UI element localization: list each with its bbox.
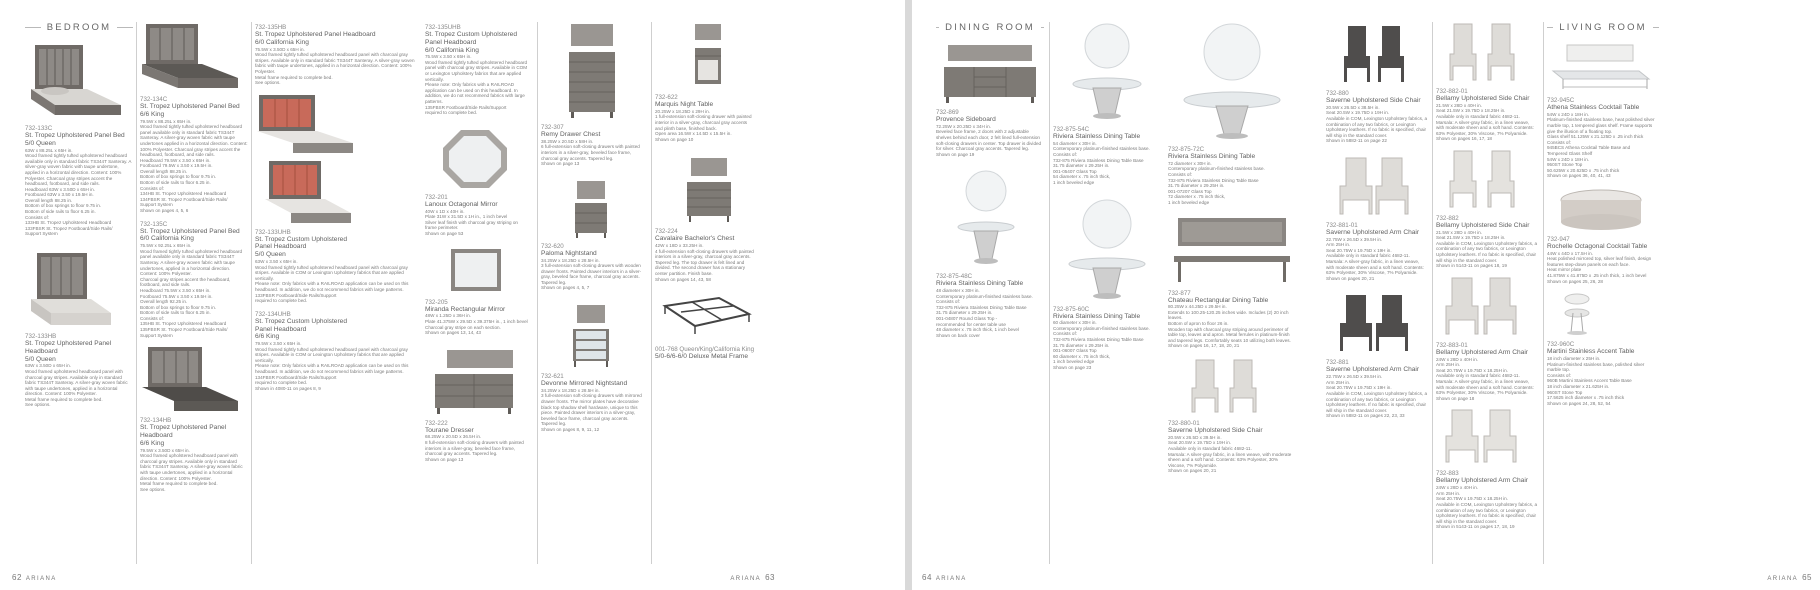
product-sku: 732-622 [655,94,678,101]
folio-brand: ARIANA [935,576,967,582]
product-sku: 732-205 [425,298,448,306]
product-732-875-60c [1053,198,1161,371]
product-name: Miranda Rectangular Mirror [425,305,506,313]
product-description: 60 diameter x 30H in. Contemporary platinum-finished stainless base. Consists of: 732-875 Riviera Stainless Dining Table Base 31.75 diameter x 29.25H in. 001-06007 Glass Top 60 diameter x .75 inch thick, 1 inch beveled edge Shown on page 23 [1053,320,1150,371]
product-732-307 [541,22,646,167]
product-name: Bellamy Upholstered Arm Chair [1436,348,1528,356]
product-sku: 732-135HB [255,24,287,31]
product-description: 72.25W x 20.25D x 34H in. Beveled face frame, 2 doors with 2 adjustable shelves behind each door, 2 felt lined full-extension soft-closing drawers in center. Top drawer is divided for silver. Charcoal gray accents. Tapered leg. Shown on page 19 [936,123,1042,157]
product-sku: 732-869 [936,109,959,116]
product-description: 22.75W x 26.5D x 39.5H in. Arm 25H in. Seat 20.75W x 19.75D x 19H in. Available in COM, Lexington Upholstery fabrics, a combination of any two fabrics, or Lexington Upholstery leathers. If no fabric is specified, chair will ship in the standard cover. Shown in 5882-11 on pages 22, 23, 33 [1326,374,1428,419]
section-header-dining [936,22,1044,33]
product-name: St. Tropez Upholstered Panel Headboard 6/0 California King [255,31,376,46]
product-sku: 732-620 [541,242,564,250]
product-description: 48W x 1.25D x 36H in. Plate 41.375W x 29.5D x 39.375H in., 1 inch bevel Charcoal gray stripe on each section. Shown on pages 13, 14, 43 [425,313,528,336]
section-title: BEDROOM [46,22,112,33]
product-name: St. Tropez Upholstered Panel Headboard 6/6 King [140,424,227,447]
cocktail-table-image [1547,43,1655,93]
product-732-880-01 [1168,356,1296,474]
column-divider [651,22,652,564]
page-number: 63 [765,573,775,582]
product-sku: 732-875-54C [1053,126,1090,133]
product-732-882-01 [1436,22,1538,142]
product-name: St. Tropez Custom Upholstered Panel Headboard 5/0 Queen [255,235,347,259]
product-name: Riviera Stainless Dining Table [936,280,1024,288]
dining-column-5 [1436,22,1538,568]
product-732-883-01 [1436,276,1538,402]
product-732-869 [936,43,1044,157]
product-description: 34.25W x 18.25D x 28.5H in. 3 full-extension soft-closing drawers with wooden drawer fronts. Painted drawer interiors in a silver-gray, beveled face frame, charcoal gray accents. Tapered leg. Shown on pages 4, 5, 7 [541,257,642,291]
product-name: St. Tropez Upholstered Panel Bed 5/0 Queen [25,132,125,147]
drawer-chest-image [541,22,641,120]
product-sku: 732-133HB [25,333,57,341]
product-732-135uhb [425,24,530,116]
dining-column-2 [1053,22,1161,568]
product-sku: 732-134HB [140,417,172,425]
product-732-621 [541,303,646,433]
living-column [1547,22,1659,568]
product-sku: 732-875-48C [936,273,973,281]
product-description: 21.5W x 28D x 40H in. Seat 21.5W x 19.75D x 18.25H in. Available only in standard fabric 4682-11. Marsala: A silver-gray fabric, in a linen weave, with moderate sheen and a soft hand. Contents: 63% Polyester, 30% Viscose, 7% Polyamide. Shown on pages 16, 17, 18 [1436,102,1534,142]
product-description: 42W x 18D x 33.25H in. 4 full-extension soft-closing drawers with painted interiors in a silver-gray, charcoal gray accents. Tapered leg. The top drawer is felt lined and divided. The second drawer has a stationary center partition. Finish base. Shown on pages 14, 43, 58 [655,243,754,282]
side-chairs-image [1436,149,1536,211]
column-divider [537,22,538,564]
product-description: 75.5W x 92.25L x 65H in. Wood framed tightly tufted upholstered headboard panel available only in standard fabric TS344T Santeray. A silver-gray woven fabric with taupe undertones, applied in a horizontal direction. Content: 100% Polyester. Charcoal gray stripes accent the headboard, footboard, and side rails. Headboard 75.5W x 3.50 x 65H in. Footboard 75.5W x 3.50 x 19.5H in. Overall length 92.25 in. Bottom of box springs to floor 9.75 in. Bottom of side rails to floor 6.25 in. Consists of: 135HB St. Tropez Upholstered Headboard 135FBSR St. Tropez Footboard/Side Rails/ Support System [140,243,243,338]
dresser-image [425,346,525,416]
bedroom-column-4 [425,22,530,568]
product-sku: 732-621 [541,373,564,381]
product-732-224 [655,156,755,282]
product-sku: 732-960C [1547,341,1575,349]
column-divider [136,22,137,564]
product-sku: 732-224 [655,228,678,236]
product-732-133uhb [255,229,415,304]
product-sku: 732-882 [1436,214,1459,222]
bachelors-chest-image [655,156,755,224]
product-sku: 732-135UHB [425,24,461,31]
product-name: Athena Stainless Cocktail Table [1547,104,1640,111]
product-name: St. Tropez Custom Upholstered Panel Headboard 6/0 California King [425,31,517,54]
product-description: 44W x 44D x 17.5H in. Heat polished mirrored top, silver leaf finish, design features step-down panels on each face. Heat mirror plate 41.875W x 41.875D x .25 inch thick, 1 inch bevel Shown on pages 25, 26, 28 [1547,250,1652,284]
section-header-bedroom [25,22,133,33]
bedroom-column-2 [140,22,248,568]
product-name: Lanoux Octagonal Mirror [425,200,498,208]
folio-brand: ARIANA [25,576,57,582]
product-description: 79.5W x 88.25L x 65H in. Wood framed tightly tufted upholstered headboard panel available only in standard fabric TS344T Santeray. A silver-gray woven fabric with taupe undertones applied in a horizontal direction. Content: 100% Polyester. Charcoal gray stripes accent the headboard, footboard, and side rails. Headboard 79.5W x 3.50 x 65H in. Footboard 79.5W x 3.50 x 19.5H in. Overall length 88.25 in. Bottom of box springs to floor 9.75 in. Bottom of side rails to floor 6.25 in. Consists of: 134HB St. Tropez Upholstered Headboard 134FBSR St. Tropez Footboard/Side Rails/ Support System Shown on pages 4, 5, 6 [140,118,248,214]
product-sku: 732-133UHB [255,228,291,236]
product-sku: 732-882-01 [1436,88,1468,95]
octagonal-cocktail-table-image [1547,186,1655,232]
product-name: Rochelle Octagonal Cocktail Table [1547,242,1648,250]
upholstered-headboard-king-image [140,345,240,413]
product-sku: 732-201 [425,193,448,201]
product-732-882 [1436,149,1538,269]
product-description: 20.25W x 18.25D x 29H in. 1 full-extension soft-closing drawer with painted interior in a silver-gray, charcoal gray accents and plinth base, finished back. Open area 16.5W x 14.5D x 15.5H in. Shown on page 10 [655,108,752,142]
product-name: Bellamy Upholstered Side Chair [1436,95,1530,102]
rectangular-dining-table-image [1168,216,1296,286]
product-732-960c [1547,291,1659,406]
product-description: 24W x 28D x 40H in. Arm 25H in. Seat 20.75W x 19.75D x 18.25H in. Available only in standard fabric 4682-11. Marsala: A silver-gray fabric, in a linen weave, with moderate sheen and a soft hand. Contents: 63% Polyester, 30% Viscose, 7% Polyamide. Shown on page 18 [1436,356,1534,401]
arm-chairs-image [1436,276,1536,338]
column-divider [1432,22,1433,564]
page-folio-65 [1763,573,1812,582]
product-description: 40W x 1D x 40H in. Plate 31W x 31.5D x 1H in., 1 inch bevel Silver leaf finish with charcoal gray striping on frame perimeter. Shown on page 53 [425,208,518,236]
product-name: St. Tropez Upholstered Panel Bed 6/6 King [140,103,240,118]
product-732-620 [541,179,646,291]
product-sku: 732-945C [1547,97,1575,104]
dining-column-4 [1326,22,1428,568]
product-sku: 732-883-01 [1436,341,1468,349]
product-description: 21.5W x 28D x 40H in. Seat 21.5W x 19.75D x 18.25H in. Available in COM, Lexington Upholstery fabrics, a combination of any two fabrics, or Lexington Upholstery leathers. If no fabric is specified, chair will ship in the standard cover. Shown in 5143-11 on pages 18, 19 [1436,229,1538,269]
page-folio-64 [922,573,971,582]
right-page [912,0,1820,590]
side-chairs-image [1168,356,1296,416]
section-title: DINING ROOM [945,22,1035,33]
product-name: Riviera Stainless Dining Table [1053,312,1141,320]
product-description: 54 diameter x 30H in. Contemporary platinum-finished stainless base. Consists of: 732-875 Riviera Stainless Dining Table Base 31.75 diameter x 29.25H in. 001-05407 Glass Top 54 diameter x .75 inch thick, 1 inch beveled edge [1053,140,1150,185]
product-description: 34.25W x 18.25D x 28.5H in. 3 full-extension soft-closing drawers with mirrored drawer fronts. The mirror plates have decorative black top shadow shell hardware, unique to this piece. Painted drawer interiors in a silver-gray, beveled face frame, charcoal gray accents. Tapered leg. Shown on pages 8, 9, 11, 12 [541,387,642,432]
product-sku: 732-135C [140,220,168,228]
product-name: Riviera Stainless Dining Table [1168,153,1256,160]
sideboard-image [936,43,1044,105]
product-732-135hb [255,24,415,86]
product-description: 22.75W x 26.5D x 39.5H in. Arm 25H in. Seat 20.75W x 19.75D x 19H in. Available only in standard fabric 4682-11. Marsala: A silver-gray fabric, in a linen weave, with moderate sheen and a soft hand. Contents: 63% Polyester, 30% Viscose, 7% Polyamide. Shown on pages 20, 21 [1326,236,1424,281]
product-sku: 732-883 [1436,470,1459,478]
page-number: 64 [922,573,932,582]
product-732-205 [425,247,530,336]
product-name: St. Tropez Custom Upholstered Panel Headboard 6/6 King [255,317,347,341]
product-732-875-54c [1053,22,1161,186]
side-chairs-image [1326,22,1426,86]
column-divider [1049,22,1050,564]
product-sku: 732-875-60C [1053,305,1090,313]
product-description: 63W x 88.25L x 65H in. Wood framed tightly tufted upholstered headboard available only in standard fabric TS344T Santeray. A silver-gray woven fabric with taupe undertone, applied in a horizontal direction. Content: 100% Polyester. Charcoal gray stripes accent the headboard, footboard, and side rails. Headboard 63W x 3.50D x 65H in. Footboard 63W x 3.50 x 19.5H in. Overall length 88.25 in. Bottom of box springs to floor 9.75 in. Bottom of side rails to floor 6.25 in. Consists of: 133HB St. Tropez Upholstered Headboard 133FBSR St. Tropez Footboard/Side Rails/ Support System [25,147,132,237]
product-sku: 732-133C [25,125,53,132]
column-divider [251,22,252,564]
page-number: 62 [12,573,22,582]
folio-brand: ARIANA [1767,576,1799,582]
product-description: 75.5W x 3.50D x 65H in. Wood framed tightly tufted upholstered headboard panel with charcoal gray stripes. Available only in standard fabric TS344T Santeray. A silver-gray woven fabric with taupe undertones, applied in a horizontal direction. Content: 100% Polyester. Metal frame required to complete bed. See options. [255,46,415,86]
product-sku: 001-768 Queen/King/California King [655,346,755,354]
product-732-875-72c [1168,22,1296,206]
product-description: 79.5W x 3.50D x 65H in. Wood framed upholstered headboard panel with charcoal gray stripes. Available only in standard fabric TS344T Santeray. A silver-gray woven fabric with taupe undertones, applied in a horizontal direction. Content: 100% Polyester. Metal frame required to complete bed. See options. [140,447,243,492]
product-description: 24W x 28D x 40H in. Arm 25H in. Seat 20.75W x 19.75D x 18.25H in. Available in COM, Lexington Upholstery fabrics, a combination of any two fabrics, or Lexington Upholstery leathers. If no fabric is specified, chair will ship in the standard cover. Shown in 5143-11 on pages 17, 18, 19 [1436,485,1538,530]
product-description: 68.25W x 20.5D x 36.5H in. 8 full-extension soft-closing drawers with painted interiors in a silver-gray, beveled face frame, charcoal gray accents. Tapered leg. Shown on page 13 [425,434,524,462]
product-description: 80.25W x 44.25D x 29.5H in. Extends to 100.25-120.25 inches wide. Includes (2) 20 inch leaves. Bottom of apron to floor 26 in. Wooden top with charcoal gray striping around perimeter of table top, leaves and apron. Metal ferrules in platinum-finish and tapered legs. Comfortably seats 10 utilizing both leaves. Shown on pages 16, 17, 18, 20, 21 [1168,304,1291,349]
product-sku: 732-880-01 [1168,420,1200,428]
product-name: Remy Drawer Chest [541,131,601,138]
product-732-945c [1547,43,1659,179]
product-sku: 732-134C [140,96,168,103]
product-sku: 732-881-01 [1326,221,1358,229]
product-732-881 [1326,291,1428,419]
section-title: LIVING ROOM [1559,22,1647,33]
product-732-622 [655,22,755,142]
product-name: Saverne Upholstered Side Chair [1326,97,1421,104]
arm-chairs-image [1326,154,1426,218]
bedroom-column-5 [541,22,646,568]
product-name: Bellamy Upholstered Arm Chair [1436,477,1528,485]
product-name: Saverne Upholstered Arm Chair [1326,366,1420,374]
product-732-881-01 [1326,154,1428,282]
mirrored-nightstand-image [541,303,641,369]
product-732-880 [1326,22,1428,144]
product-name: Provence Sideboard [936,116,996,123]
upholstered-headboard-image [25,251,115,329]
product-sku: 732-875-72C [1168,146,1205,153]
section-rule [936,27,939,28]
column-divider [1543,22,1544,564]
product-732-947 [1547,186,1659,284]
product-name: Devonne Mirrored Nightstand [541,380,628,388]
product-732-883 [1436,408,1538,530]
product-name: Martini Stainless Accent Table [1547,348,1635,356]
product-732-877 [1168,216,1296,350]
product-name: 5/0-6/6-6/0 Deluxe Metal Frame [655,353,749,361]
nightstand-image [541,179,641,239]
product-sku: 732-134UHB [255,310,291,318]
product-name: St. Tropez Upholstered Panel Headboard 5/0 Queen [25,340,112,363]
product-name: Marquis Night Table [655,101,714,108]
section-rule [117,27,133,28]
product-name: Riviera Stainless Dining Table [1053,133,1141,140]
section-rule [25,27,41,28]
product-name: Paloma Nightstand [541,249,597,257]
metal-bed-frame-image [655,292,755,342]
custom-headboard-coral-bed-image [255,93,355,155]
product-description: 79.5W x 3.50 x 65H in. Wood framed tightly tufted upholstered headboard panel with charcoal gray stripes. Available in COM or Lexington Upholstery fabrics that are applied vertically. Please note: Only fabrics with a RAILROAD application can be used on this headboard. In addition, we do not recommend fabrics with large patterns. 134FBSR Footboard/Side Rails/Support required to complete bed. Shown in 4080-11 on pages 8, 9 [255,341,409,391]
upholstered-panel-bed-image [25,43,125,121]
product-name: Chateau Rectangular Dining Table [1168,296,1269,304]
side-chairs-image [1436,22,1536,84]
round-dining-table-image [936,169,1036,269]
product-732-875-48c [936,169,1044,338]
octagonal-mirror-image [425,128,525,190]
product-description: 48 diameter x 30H in. Contemporary platinum-finished stainless base. Consists of: 732-875 Riviera Stainless Dining Table Base 31.75 diameter x 29.25H in. 001-04807 Round Glass Top - recommended for center table use 48 diameter x .75 inch thick, 1 inch bevel Shown on back cover [936,288,1033,338]
product-732-134uhb [255,311,415,392]
product-name: Tourane Dresser [425,426,474,434]
product-sku: 732-877 [1168,289,1191,297]
product-001-768 [655,292,755,361]
spread-gutter [905,0,912,590]
product-732-135c [140,221,248,339]
product-name: St. Tropez Upholstered Panel Bed 6/0 California King [140,227,240,243]
round-dining-table-image [1053,198,1161,302]
round-dining-table-image [1168,22,1296,142]
dining-column-3 [1168,22,1296,568]
night-table-image [655,22,755,90]
bedroom-column-6 [655,22,755,568]
product-description: 75.5W x 3.50 x 65H in. Wood framed tightly tufted upholstered headboard panel with charcoal gray stripes. Available in COM or Lexington Upholstery fabrics that are applied vertically. Please note: Only fabrics with a RAILROAD application can be used on this headboard. In addition, we do not recommend fabrics with large patterns. 135FBSR Footboard/Side Rails/Support required to complete bed. [425,54,528,116]
arm-chairs-image [1326,291,1426,355]
accent-table-image [1547,291,1655,337]
product-name: Saverne Upholstered Side Chair [1168,427,1263,435]
product-description: 72 diameter x 30H in. Contemporary platinum-finished stainless base. Consists of: 732-875 Riviera Stainless Dining Table Base 31.75 diameter x 29.25H in. 001-07207 Glass Top 72 diameter x .75 inch thick, 1 inch beveled edge [1168,160,1265,205]
product-name: Cavalaire Bachelor's Chest [655,235,735,243]
product-description: 38.25W x 20.5D x 58H in. 6 full-extension soft-closing drawers with painted interiors in a silver-gray, beveled face frame, charcoal gray accents. Tapered leg. Shown on page 13 [541,138,640,167]
folio-brand: ARIANA [730,576,762,582]
product-name: Saverne Upholstered Arm Chair [1326,228,1420,236]
section-rule [1653,27,1659,28]
product-sku: 732-307 [541,124,564,131]
product-sku: 732-881 [1326,359,1349,367]
product-description: 20.5W x 26.5D x 39.5H in. Seat 20.5W x 19.75D x 19H in. Available only in standard fabric 4682-11. Marsala: A silver-gray fabric, in a linen weave, with moderate sheen and a soft hand. Contents: 63% Polyester, 30% Viscose, 7% Polyamide. Shown on pages 20, 21 [1168,434,1292,474]
product-sku: 732-880 [1326,90,1349,97]
bedroom-column-1 [25,22,133,568]
product-description: 63W x 3.50D x 65H in. Wood framed upholstered headboard panel with charcoal gray stripes. Available only in standard fabric TS344T Santeray. A silver-gray woven fabric with taupe undertones, applied in a horizontal direction. Content: 100% Polyester. Metal frame required to complete bed. See options. [25,363,128,408]
rectangular-mirror-image [425,247,525,295]
bedroom-column-3 [255,22,415,568]
product-sku: 732-222 [425,419,448,427]
product-732-222 [425,346,530,463]
left-page [0,0,905,590]
section-rule [1041,27,1044,28]
section-header-living [1547,22,1659,33]
product-description: 63W x 3.50 x 65H in. Wood framed tightly tufted upholstered headboard panel with charcoal gray stripes. Available in COM or Lexington Upholstery fabrics that are applied vertically. Please note: Only fabrics with a RAILROAD application can be used on this headboard. In addition, we do not recommend fabrics with large patterns. 133FBSR Footboard/Side Rails/Support required to complete bed. [255,258,409,304]
custom-headboard-coral-bed-image [255,159,355,225]
page-folio-63 [726,573,775,582]
upholstered-panel-bed-king-image [140,22,240,92]
product-sku: 732-947 [1547,235,1570,243]
section-rule [1547,27,1553,28]
page-number: 65 [1802,573,1812,582]
dining-column-1 [936,22,1044,568]
product-description: 54W x 24D x 18H in. Platinum-finished stainless base, heat polished silver marble top, 1 tempered glass shelf. Frame supports give the illusion of a floating top. Glass shelf 51.125W x 21.125D x .25 inch thick Consists of: 945BCS Athena Cocktail Table Base and Tempered Glass Shelf 54W x 24D x 18H in. 950ST Stone Top 50.625W x 20.625D x .75 inch thick Shown on pages 36, 40, 41, 43 [1547,111,1655,179]
round-dining-table-image [1053,22,1161,122]
product-732-134c [140,22,248,214]
product-732-133hb [25,251,133,408]
product-name: Bellamy Upholstered Side Chair [1436,221,1530,229]
arm-chairs-image [1436,408,1536,466]
page-folio-62 [12,573,61,582]
product-732-133c [25,43,133,237]
product-732-134hb [140,345,248,492]
product-732-201 [425,128,530,237]
product-description: 20.5W x 26.5D x 38.5H in. Seat 20.5W x 19.75D x 19H in. Available in COM, Lexington Upholstery fabrics, a combination of any two fabrics, or Lexington Upholstery leathers. If no fabric is specified, chair will ship in the standard cover. Shown in 5882-11 on page 22 [1326,104,1428,144]
product-description: 18 inch diameter x 25H in. Platinum-finished stainless base, polished silver marble top. Consists of: 960B Martini Stainless Accent Table Base 18 inch diameter x 21.625H in. 960ST Stone Top 17.5625 inch diameter x .75 inch thick Shown on pages 24, 28, 52, 54 [1547,355,1645,406]
